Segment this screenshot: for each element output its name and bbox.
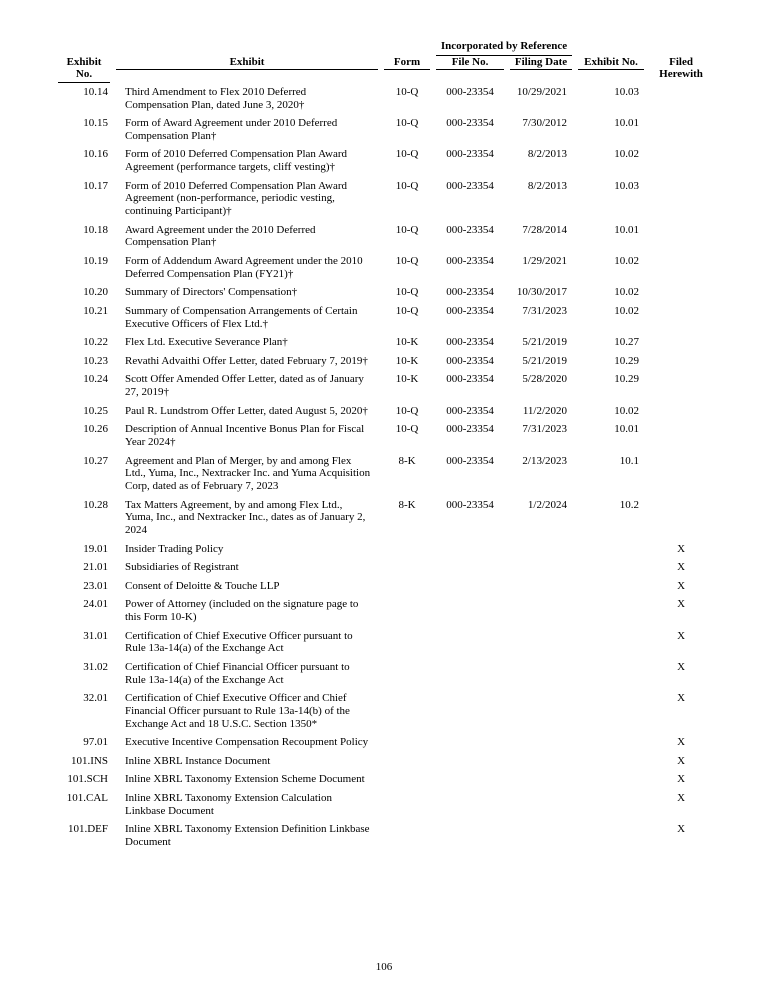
form-cell xyxy=(381,820,433,851)
filing-date-cell: 7/30/2012 xyxy=(522,117,568,130)
exhibit-no-cell: 10.16 xyxy=(83,148,108,161)
file-no-cell: 000-23354 xyxy=(446,85,494,98)
filed-herewith-cell: X xyxy=(677,598,686,611)
table-row xyxy=(55,452,715,496)
ref-exhibit-no-cell: 10.29 xyxy=(614,373,640,386)
filed-herewith-cell xyxy=(647,145,715,176)
exhibit-description-cell: Scott Offer Amended Offer Letter, dated as of January 27, 2019† xyxy=(125,373,364,399)
page-number: 106 xyxy=(375,961,393,974)
form-cell xyxy=(381,689,433,733)
ref-exhibit-no-cell: 10.02 xyxy=(614,254,640,267)
exhibit-no-cell: 97.01 xyxy=(83,736,108,749)
filed-herewith-cell xyxy=(647,283,715,302)
form-cell: 10-K xyxy=(395,373,419,386)
form-cell: 10-Q xyxy=(395,423,419,436)
filing-date-cell: 5/21/2019 xyxy=(522,354,568,367)
filing-date-cell: 7/31/2023 xyxy=(522,304,568,317)
file-no-cell: 000-23354 xyxy=(446,498,494,511)
ref-exhibit-no-cell xyxy=(575,820,647,851)
table-row xyxy=(55,595,715,626)
filing-date-cell: 10/30/2017 xyxy=(516,286,568,299)
exhibit-description-cell: Inline XBRL Instance Document xyxy=(125,754,271,767)
form-cell: 10-Q xyxy=(395,117,419,130)
column-header-exhibit-no: Exhibit No. xyxy=(55,56,113,83)
file-no-cell: 000-23354 xyxy=(446,373,494,386)
exhibit-description-cell: Inline XBRL Taxonomy Extension Definition Linkbase Document xyxy=(125,823,370,849)
filed-herewith-cell: X xyxy=(677,792,686,805)
column-header-filing-date: Filing Date xyxy=(507,56,575,83)
file-no-cell xyxy=(433,789,507,820)
exhibit-no-cell: 23.01 xyxy=(83,579,108,592)
exhibit-no-cell: 10.27 xyxy=(83,454,108,467)
filed-herewith-cell: X xyxy=(677,579,686,592)
exhibit-no-cell: 101.CAL xyxy=(66,792,108,805)
exhibit-no-cell: 10.24 xyxy=(83,373,108,386)
filed-herewith-cell: X xyxy=(677,823,686,836)
form-cell xyxy=(381,577,433,596)
ref-exhibit-no-cell: 10.2 xyxy=(619,498,640,511)
exhibit-description-cell: Inline XBRL Taxonomy Extension Calculation Linkbase Document xyxy=(125,792,332,817)
ref-exhibit-no-cell: 10.27 xyxy=(614,336,640,349)
filing-date-cell xyxy=(507,770,575,789)
filed-herewith-cell: X xyxy=(677,773,686,786)
ref-exhibit-no-cell: 10.03 xyxy=(614,179,640,192)
form-cell xyxy=(381,789,433,820)
table-row xyxy=(55,252,715,283)
ref-exhibit-no-cell xyxy=(575,658,647,689)
exhibit-description-cell: Agreement and Plan of Merger, by and among Flex Ltd., Yuma, Inc., Nextracker Inc. and Yuma Acquisition Corp, dated as of February 7, 2023 xyxy=(125,454,371,492)
file-no-cell: 000-23354 xyxy=(446,148,494,161)
filing-date-cell: 1/2/2024 xyxy=(527,498,568,511)
exhibit-no-cell: 10.25 xyxy=(83,404,108,417)
header-spacer xyxy=(55,40,433,56)
exhibit-no-cell: 10.14 xyxy=(83,85,108,98)
table-row xyxy=(55,302,715,333)
form-cell xyxy=(381,733,433,752)
file-no-cell: 000-23354 xyxy=(446,354,494,367)
filing-date-cell: 2/13/2023 xyxy=(522,454,568,467)
filed-herewith-cell: X xyxy=(677,660,686,673)
exhibit-description-cell: Certification of Chief Executive Officer and Chief Financial Officer pursuant to Rule 13a-14(b) of the Exchange Act and 18 U.S.C. Section 1350* xyxy=(125,692,350,730)
table-row xyxy=(55,540,715,559)
exhibit-description-cell: Form of Addendum Award Agreement under the 2010 Deferred Compensation Plan (FY21)† xyxy=(125,254,363,280)
filing-date-cell xyxy=(507,689,575,733)
file-no-cell: 000-23354 xyxy=(446,304,494,317)
filed-herewith-cell xyxy=(647,114,715,145)
file-no-cell xyxy=(433,770,507,789)
column-header-ref-exhibit-no: Exhibit No. xyxy=(575,56,647,83)
filed-herewith-cell xyxy=(647,496,715,540)
exhibit-no-cell: 10.22 xyxy=(83,336,108,349)
form-cell xyxy=(381,627,433,658)
ref-exhibit-no-cell: 10.01 xyxy=(614,223,640,236)
exhibit-no-cell: 10.19 xyxy=(83,254,108,267)
table-row xyxy=(55,658,715,689)
filing-date-cell: 10/29/2021 xyxy=(516,85,568,98)
form-cell: 10-K xyxy=(395,336,419,349)
ref-exhibit-no-cell: 10.03 xyxy=(614,85,640,98)
table-row xyxy=(55,333,715,352)
file-no-cell xyxy=(433,658,507,689)
exhibit-table-header xyxy=(55,40,715,83)
file-no-cell: 000-23354 xyxy=(446,404,494,417)
form-cell xyxy=(381,540,433,559)
exhibit-no-cell: 10.15 xyxy=(83,117,108,130)
filing-date-cell xyxy=(507,595,575,626)
filed-herewith-cell xyxy=(647,221,715,252)
file-no-cell xyxy=(433,540,507,559)
exhibit-no-cell: 19.01 xyxy=(83,542,108,555)
file-no-cell xyxy=(433,627,507,658)
filing-date-cell xyxy=(507,820,575,851)
filing-date-cell: 11/2/2020 xyxy=(522,404,568,417)
ref-exhibit-no-cell xyxy=(575,577,647,596)
exhibit-description-cell: Third Amendment to Flex 2010 Deferred Compensation Plan, dated June 3, 2020† xyxy=(125,85,307,111)
column-header-exhibit: Exhibit xyxy=(113,56,381,83)
file-no-cell xyxy=(433,752,507,771)
filed-herewith-cell: X xyxy=(677,542,686,555)
file-no-cell xyxy=(433,820,507,851)
filing-date-cell xyxy=(507,577,575,596)
exhibit-description-cell: Certification of Chief Executive Officer pursuant to Rule 13a-14(a) of the Exchange Act xyxy=(125,629,353,655)
file-no-cell xyxy=(433,733,507,752)
exhibit-no-cell: 21.01 xyxy=(83,561,108,574)
file-no-cell: 000-23354 xyxy=(446,423,494,436)
ref-exhibit-no-cell: 10.29 xyxy=(614,354,640,367)
ref-exhibit-no-cell xyxy=(575,770,647,789)
filing-date-cell xyxy=(507,658,575,689)
ref-exhibit-no-cell: 10.02 xyxy=(614,286,640,299)
form-cell: 10-Q xyxy=(395,404,419,417)
ref-exhibit-no-cell: 10.01 xyxy=(614,117,640,130)
filing-date-cell: 5/21/2019 xyxy=(522,336,568,349)
file-no-cell: 000-23354 xyxy=(446,336,494,349)
exhibit-no-cell: 31.02 xyxy=(83,660,108,673)
table-row xyxy=(55,145,715,176)
exhibit-description-cell: Insider Trading Policy xyxy=(125,542,224,555)
form-cell xyxy=(381,770,433,789)
filing-date-cell xyxy=(507,540,575,559)
form-cell: 10-Q xyxy=(395,254,419,267)
form-cell xyxy=(381,752,433,771)
exhibit-description-cell: Certification of Chief Financial Officer pursuant to Rule 13a-14(a) of the Exchange Act xyxy=(125,660,350,686)
exhibit-table xyxy=(55,40,715,852)
ref-exhibit-no-cell: 10.1 xyxy=(619,454,640,467)
filing-date-cell xyxy=(507,627,575,658)
exhibit-description-cell: Form of 2010 Deferred Compensation Plan Award Agreement (performance targets, cliff vesting)† xyxy=(125,148,348,174)
filing-date-cell xyxy=(507,558,575,577)
exhibit-no-cell: 32.01 xyxy=(83,692,108,705)
form-cell: 8-K xyxy=(398,498,416,511)
table-row xyxy=(55,752,715,771)
exhibit-description-cell: Form of 2010 Deferred Compensation Plan Award Agreement (non-performance, periodic vesting, continuing Participant)† xyxy=(125,179,348,218)
ref-exhibit-no-cell xyxy=(575,627,647,658)
table-row xyxy=(55,820,715,851)
column-header-file-no: File No. xyxy=(433,56,507,83)
exhibit-description-cell: Tax Matters Agreement, by and among Flex Ltd., Yuma, Inc., and Nextracker Inc., dates as of January 2, 2024 xyxy=(125,498,366,536)
ref-exhibit-no-cell xyxy=(575,733,647,752)
form-cell: 8-K xyxy=(398,454,416,467)
exhibit-description-cell: Description of Annual Incentive Bonus Plan for Fiscal Year 2024† xyxy=(125,423,365,449)
ref-exhibit-no-cell xyxy=(575,595,647,626)
form-cell xyxy=(381,558,433,577)
filing-date-cell: 7/28/2014 xyxy=(522,223,568,236)
filing-date-cell xyxy=(507,752,575,771)
ref-exhibit-no-cell xyxy=(575,558,647,577)
exhibit-description-cell: Revathi Advaithi Offer Letter, dated February 7, 2019† xyxy=(125,354,368,367)
exhibit-description-cell: Power of Attorney (included on the signature page to this Form 10-K) xyxy=(125,598,359,624)
exhibit-no-cell: 24.01 xyxy=(83,598,108,611)
exhibit-no-cell: 101.DEF xyxy=(67,823,108,836)
filed-herewith-cell: X xyxy=(677,754,686,767)
form-cell xyxy=(381,595,433,626)
filed-herewith-cell xyxy=(647,370,715,401)
file-no-cell: 000-23354 xyxy=(446,286,494,299)
filed-herewith-cell: X xyxy=(677,692,686,705)
file-no-cell: 000-23354 xyxy=(446,254,494,267)
table-row xyxy=(55,177,715,221)
table-row xyxy=(55,496,715,540)
form-cell xyxy=(381,658,433,689)
file-no-cell xyxy=(433,577,507,596)
ref-exhibit-no-cell: 10.02 xyxy=(614,404,640,417)
exhibit-description-cell: Subsidiaries of Registrant xyxy=(125,561,239,574)
table-row xyxy=(55,283,715,302)
exhibit-description-cell: Inline XBRL Taxonomy Extension Scheme Document xyxy=(125,773,365,786)
table-row xyxy=(55,789,715,820)
form-cell: 10-Q xyxy=(395,179,419,192)
ref-exhibit-no-cell xyxy=(575,752,647,771)
ref-exhibit-no-cell: 10.02 xyxy=(614,148,640,161)
column-header-form: Form xyxy=(381,56,433,83)
exhibit-no-cell: 10.18 xyxy=(83,223,108,236)
filing-date-cell: 8/2/2013 xyxy=(527,179,568,192)
table-row xyxy=(55,733,715,752)
table-row xyxy=(55,114,715,145)
file-no-cell xyxy=(433,595,507,626)
exhibit-no-cell: 101.SCH xyxy=(67,773,108,786)
table-row xyxy=(55,627,715,658)
exhibit-no-cell: 10.17 xyxy=(83,179,108,192)
form-cell: 10-Q xyxy=(395,223,419,236)
exhibit-description-cell: Consent of Deloitte & Touche LLP xyxy=(125,579,280,592)
table-row xyxy=(55,83,715,114)
filing-date-cell xyxy=(507,733,575,752)
exhibit-description-cell: Flex Ltd. Executive Severance Plan† xyxy=(125,336,288,349)
table-row xyxy=(55,577,715,596)
table-row xyxy=(55,352,715,371)
filed-herewith-cell xyxy=(647,333,715,352)
form-cell: 10-Q xyxy=(395,85,419,98)
column-headers-row xyxy=(55,56,715,83)
exhibit-description-cell: Summary of Directors' Compensation† xyxy=(125,286,298,299)
exhibit-table-body xyxy=(55,83,715,852)
exhibit-no-cell: 10.20 xyxy=(83,286,108,299)
table-row xyxy=(55,402,715,421)
file-no-cell xyxy=(433,689,507,733)
header-spacer xyxy=(575,40,647,56)
exhibit-no-cell: 10.23 xyxy=(83,354,108,367)
exhibit-no-cell: 31.01 xyxy=(83,629,108,642)
file-no-cell: 000-23354 xyxy=(446,179,494,192)
table-row xyxy=(55,420,715,451)
filing-date-cell xyxy=(507,789,575,820)
filing-date-cell: 1/29/2021 xyxy=(522,254,568,267)
filing-date-cell: 7/31/2023 xyxy=(522,423,568,436)
filed-herewith-cell xyxy=(647,252,715,283)
table-row xyxy=(55,221,715,252)
ref-exhibit-no-cell xyxy=(575,540,647,559)
form-cell: 10-Q xyxy=(395,148,419,161)
exhibit-no-cell: 10.21 xyxy=(83,304,108,317)
ref-exhibit-no-cell: 10.01 xyxy=(614,423,640,436)
filed-herewith-cell xyxy=(647,402,715,421)
exhibit-no-cell: 10.26 xyxy=(83,423,108,436)
exhibit-no-cell: 10.28 xyxy=(83,498,108,511)
exhibit-description-cell: Summary of Compensation Arrangements of Certain Executive Officers of Flex Ltd.† xyxy=(125,304,358,330)
exhibit-description-cell: Executive Incentive Compensation Recoupment Policy xyxy=(125,736,369,749)
form-cell: 10-Q xyxy=(395,286,419,299)
ref-exhibit-no-cell: 10.02 xyxy=(614,304,640,317)
ref-exhibit-no-cell xyxy=(575,689,647,733)
filed-herewith-cell xyxy=(647,420,715,451)
file-no-cell: 000-23354 xyxy=(446,223,494,236)
exhibit-description-cell: Form of Award Agreement under 2010 Deferred Compensation Plan† xyxy=(125,117,338,142)
exhibit-description-cell: Paul R. Lundstrom Offer Letter, dated August 5, 2020† xyxy=(125,404,368,417)
filing-date-cell: 5/28/2020 xyxy=(522,373,568,386)
file-no-cell: 000-23354 xyxy=(446,117,494,130)
filed-herewith-cell xyxy=(647,352,715,371)
table-row xyxy=(55,689,715,733)
form-cell: 10-Q xyxy=(395,304,419,317)
table-row xyxy=(55,370,715,401)
table-row xyxy=(55,558,715,577)
filed-herewith-cell xyxy=(647,177,715,221)
form-cell: 10-K xyxy=(395,354,419,367)
incorporated-by-reference-header: Incorporated by Reference xyxy=(433,40,575,56)
filed-herewith-cell: X xyxy=(677,629,686,642)
ref-exhibit-no-cell xyxy=(575,789,647,820)
column-header-filed-herewith: Filed Herewith xyxy=(659,55,703,81)
filed-herewith-cell xyxy=(647,452,715,496)
exhibit-no-cell: 101.INS xyxy=(71,754,108,767)
filed-herewith-cell: X xyxy=(677,736,686,749)
filed-herewith-cell: X xyxy=(677,561,686,574)
exhibit-description-cell: Award Agreement under the 2010 Deferred Compensation Plan† xyxy=(125,223,316,249)
file-no-cell xyxy=(433,558,507,577)
filed-herewith-cell xyxy=(647,302,715,333)
incorporated-by-reference-row xyxy=(55,40,715,56)
filing-date-cell: 8/2/2013 xyxy=(527,148,568,161)
filed-herewith-cell xyxy=(647,83,715,114)
file-no-cell: 000-23354 xyxy=(446,454,494,467)
table-row xyxy=(55,770,715,789)
